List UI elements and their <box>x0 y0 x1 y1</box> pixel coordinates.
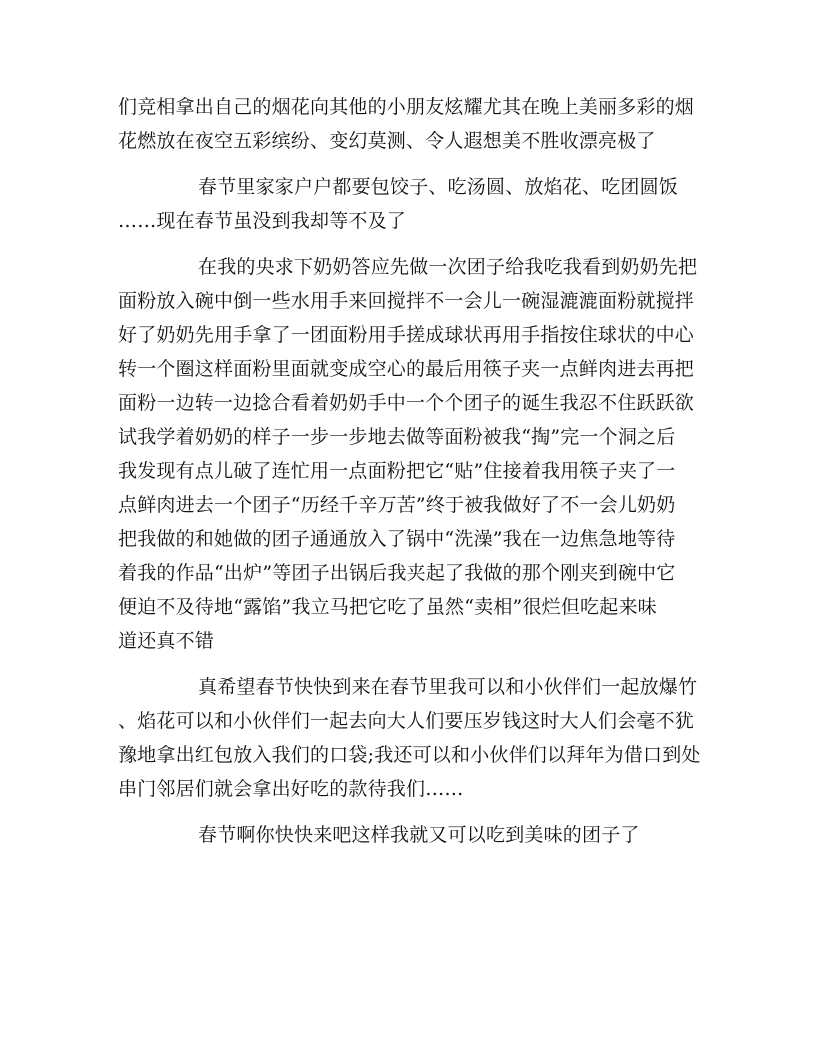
text-line: 把我做的和她做的团子通通放入了锅中“洗澡”我在一边焦急地等待 <box>118 528 676 550</box>
text-line: 着我的作品“出炉”等团子出锅后我夹起了我做的那个刚夹到碗中它 <box>118 562 676 584</box>
text-line: 面粉放入碗中倒一些水用手来回搅拌不一会儿一碗湿漉漉面粉就搅拌 <box>118 290 695 312</box>
document-body <box>118 90 701 852</box>
text-line: 便迫不及待地“露馅”我立马把它吃了虽然“卖相”很烂但吃起来味 <box>118 596 657 618</box>
text-line: 、焰花可以和小伙伴们一起去向大人们要压岁钱这时大人们会毫不犹 <box>118 710 695 732</box>
text-line: 在我的央求下奶奶答应先做一次团子给我吃我看到奶奶先把 <box>198 256 698 278</box>
text-line: 花燃放在夜空五彩缤纷、变幻莫测、令人遐想美不胜收漂亮极了 <box>118 130 656 152</box>
paragraph <box>118 818 698 852</box>
text-line: 豫地拿出红包放入我们的口袋;我还可以和小伙伴们以拜年为借口到处 <box>118 744 701 766</box>
text-line: 春节啊你快快来吧这样我就又可以吃到美味的团子了 <box>198 824 640 846</box>
paragraph <box>118 670 701 806</box>
paragraph <box>118 170 698 238</box>
text-line: 我发现有点儿破了连忙用一点面粉把它“贴”住接着我用筷子夹了一 <box>118 460 676 482</box>
text-line: 面粉一边转一边捻合看着奶奶手中一个个团子的诞生我忍不住跃跃欲 <box>118 392 695 414</box>
text-line: ……现在春节虽没到我却等不及了 <box>118 210 407 232</box>
paragraph <box>118 90 698 158</box>
text-line: 点鲜肉进去一个团子“历经千辛万苦”终于被我做好了不一会儿奶奶 <box>118 494 676 516</box>
text-line: 真希望春节快快到来在春节里我可以和小伙伴们一起放爆竹 <box>198 676 698 698</box>
text-line: 好了奶奶先用手拿了一团面粉用手搓成球状再用手指按住球状的中心 <box>118 324 695 346</box>
text-line: 串门邻居们就会拿出好吃的款待我们…… <box>118 778 464 800</box>
text-line: 们竞相拿出自己的烟花向其他的小朋友炫耀尤其在晚上美丽多彩的烟 <box>118 96 695 118</box>
text-line: 转一个圈这样面粉里面就变成空心的最后用筷子夹一点鲜肉进去再把 <box>118 358 695 380</box>
text-line: 试我学着奶奶的样子一步一步地去做等面粉被我“掏”完一个洞之后 <box>118 426 676 448</box>
text-line: 春节里家家户户都要包饺子、吃汤圆、放焰花、吃团圆饭 <box>198 176 679 198</box>
paragraph <box>118 250 698 658</box>
text-line: 道还真不错 <box>118 630 215 652</box>
